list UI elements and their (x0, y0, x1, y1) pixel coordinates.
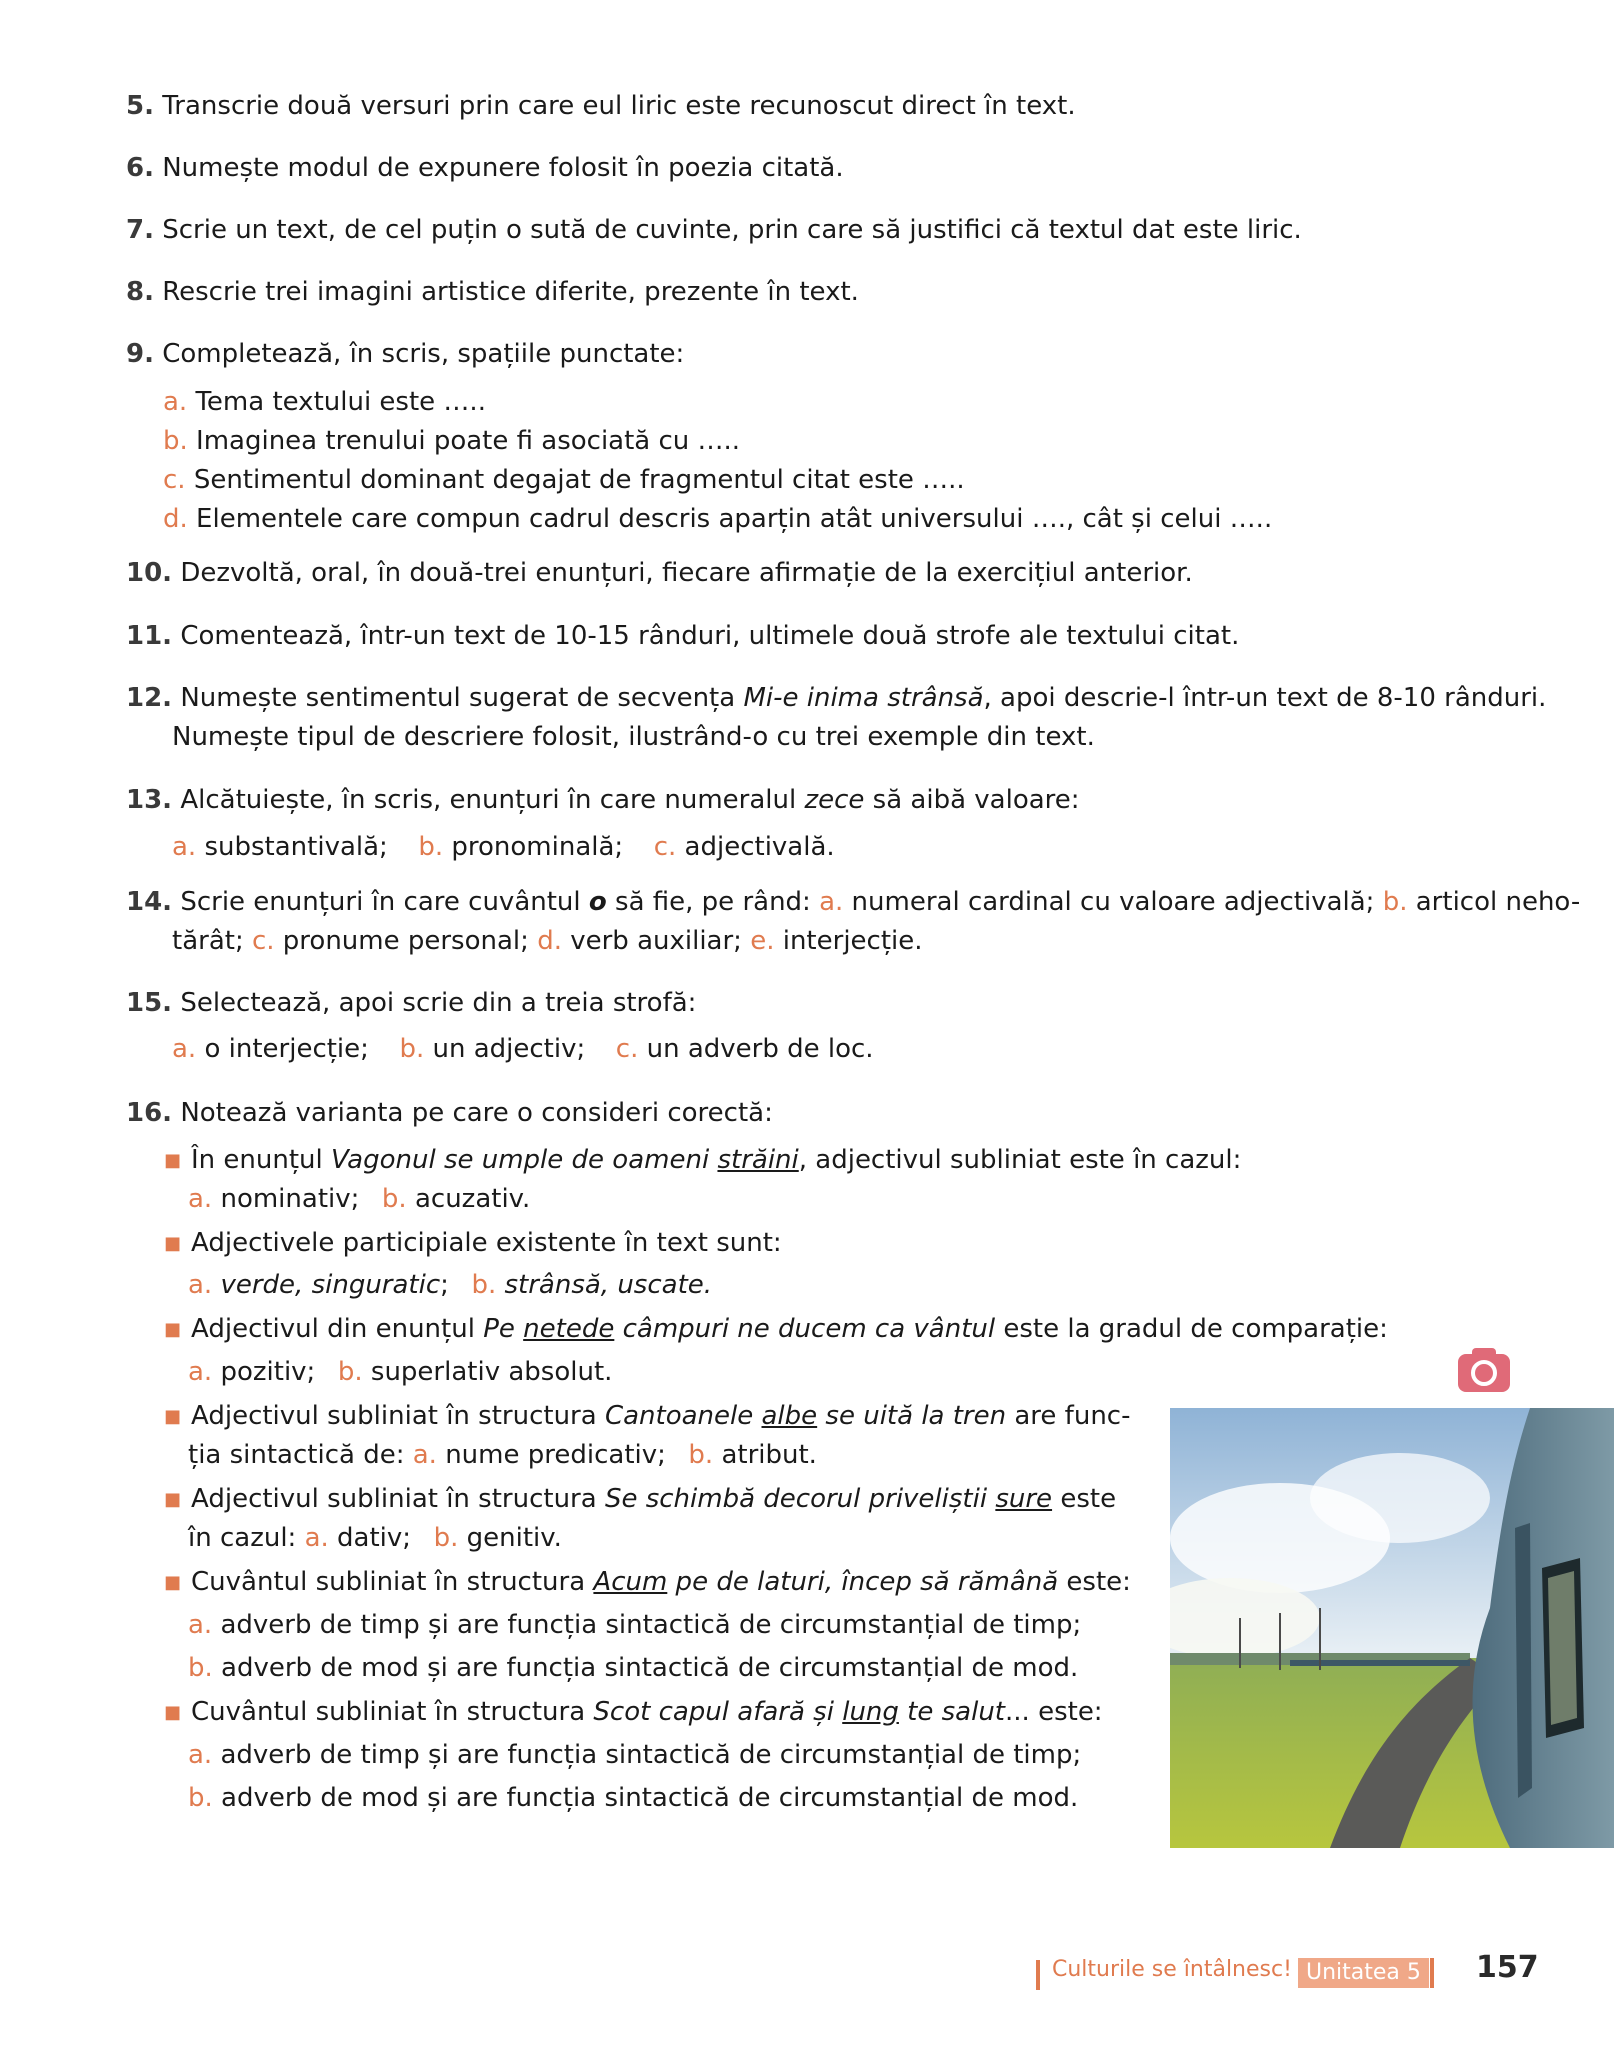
question-2-options (188, 1265, 1588, 1305)
option-text: un adverb de loc. (646, 1034, 874, 1064)
bullet-square-icon: ■ (164, 1702, 182, 1723)
exercise-number: 15. (126, 988, 173, 1018)
underlined-word: străini (717, 1145, 799, 1175)
option-text: pozitiv; (220, 1357, 316, 1387)
bullet-square-icon: ■ (164, 1319, 182, 1340)
option-letter: a. (819, 887, 844, 917)
exercise-number: 8. (126, 277, 154, 307)
option-letter: b. (399, 1034, 425, 1064)
option-letter: b. (188, 1653, 213, 1683)
exercise-9 (126, 334, 1526, 374)
question-text-cont: este: (1058, 1567, 1131, 1597)
option-text: adjectivală. (684, 832, 835, 862)
option-text: substantivală; (204, 832, 388, 862)
bullet-square-icon: ■ (164, 1150, 182, 1171)
exercise-11 (126, 616, 1526, 656)
exercise-text: Selectează, apoi scrie din a treia strofă: (180, 988, 697, 1018)
train-photo (1170, 1408, 1614, 1848)
exercise-10 (126, 553, 1526, 593)
option-text: numeral cardinal cu valoare adjectivală; (851, 887, 1383, 917)
footer-section-title: Culturile se întâlnesc! (1052, 1957, 1292, 1982)
exercise-number: 12. (126, 683, 173, 713)
exercise-14 (126, 882, 1581, 922)
exercise-9-item-c (163, 460, 1563, 500)
underlined-word: sure (995, 1484, 1053, 1514)
exercise-number: 11. (126, 621, 173, 651)
option-letter: c. (251, 926, 275, 956)
exercise-9-item-d (163, 499, 1563, 539)
exercise-text: Dezvoltă, oral, în două-trei enunțuri, fiecare afirmație de la exercițiul anterior. (180, 558, 1193, 588)
question-text: Adjectivul subliniat în structura (191, 1484, 605, 1514)
exercise-13-options (172, 827, 1572, 867)
exercise-text: Scrie enunțuri în care cuvântul (180, 887, 589, 917)
option-separator: ; (440, 1270, 449, 1300)
option-letter: b. (471, 1270, 497, 1300)
question-text-cont: are func- (1006, 1401, 1131, 1431)
exercise-number: 7. (126, 215, 154, 245)
question-text: Cuvântul subliniat în structura (191, 1697, 594, 1727)
exercise-number: 14. (126, 887, 173, 917)
exercise-text: Alcătuiește, în scris, enunțuri în care numeralul (180, 785, 805, 815)
exercise-number: 13. (126, 785, 173, 815)
option-letter: a. (172, 832, 197, 862)
option-text: atribut. (721, 1440, 817, 1470)
bullet-square-icon: ■ (164, 1233, 182, 1254)
option-letter: a. (188, 1184, 213, 1214)
exercise-number: 9. (126, 339, 154, 369)
exercise-number: 6. (126, 153, 154, 183)
option-text: pronominală; (451, 832, 624, 862)
example-sentence: Cantoanele (604, 1401, 762, 1431)
exercise-text: Comentează, într-un text de 10-15 rânduri, ultimele două strofe ale textului citat. (180, 621, 1240, 651)
question-text-cont: este (1052, 1484, 1117, 1514)
exercise-13 (126, 780, 1526, 820)
underlined-word: Acum (593, 1567, 668, 1597)
option-letter: c. (615, 1034, 639, 1064)
item-letter: d. (163, 504, 188, 534)
option-text: nume predicativ; (445, 1440, 666, 1470)
exercise-text: tărât; (172, 926, 252, 956)
example-sentence: pe de laturi, încep să rămână (667, 1567, 1059, 1597)
exercise-text: Numește modul de expunere folosit în poezia citată. (162, 153, 844, 183)
exercise-text: Transcrie două versuri prin care eul liric este recunoscut direct în text. (162, 91, 1076, 121)
exercise-6 (126, 148, 1526, 188)
exercise-7 (126, 210, 1526, 250)
question-text: ția sintactică de: (188, 1440, 413, 1470)
item-letter: a. (163, 387, 188, 417)
exercise-number: 16. (126, 1098, 173, 1128)
footer-divider (1036, 1960, 1040, 1990)
exercise-12-line-2 (172, 717, 1572, 757)
exercise-5 (126, 86, 1526, 126)
exercise-text: Scrie un text, de cel puțin o sută de cuvinte, prin care să justifici că textul dat este liric. (162, 215, 1302, 245)
item-text: Sentimentul dominant degajat de fragmentul citat este ….. (193, 465, 965, 495)
question-1-options (188, 1179, 1588, 1219)
question-text: Adjectivele participiale existente în text sunt: (191, 1228, 782, 1258)
camera-icon (1456, 1346, 1512, 1394)
item-text: Elementele care compun cadrul descris aparțin atât universului …., cât și celui ….. (196, 504, 1273, 534)
exercise-8 (126, 272, 1526, 312)
underlined-word: lung (842, 1697, 899, 1727)
exercise-number: 5. (126, 91, 154, 121)
quoted-sequence: Mi-e inima strânsă (743, 683, 984, 713)
option-text: o interjecție; (204, 1034, 369, 1064)
option-letter: b. (418, 832, 444, 862)
example-sentence: Scot capul afară și (593, 1697, 843, 1727)
option-text: interjecție. (782, 926, 923, 956)
underlined-word: albe (761, 1401, 818, 1431)
question-text: În enunțul (191, 1145, 332, 1175)
option-text: dativ; (337, 1523, 412, 1553)
exercise-9-item-a (163, 382, 1563, 422)
question-3-options (188, 1352, 1588, 1392)
option-text: acuzativ. (414, 1184, 531, 1214)
exercise-number: 10. (126, 558, 173, 588)
question-text-cont: , adjectivul subliniat este în cazul: (798, 1145, 1242, 1175)
option-letter: a. (188, 1270, 213, 1300)
option-letter: b. (1382, 887, 1408, 917)
exercise-14-line-2 (172, 921, 1572, 961)
question-2 (164, 1223, 1564, 1264)
option-letter: a. (412, 1440, 437, 1470)
option-text: articol neho- (1415, 887, 1581, 917)
item-letter: c. (163, 465, 186, 495)
option-letter: b. (433, 1523, 459, 1553)
exercise-12 (126, 678, 1547, 718)
option-letter: c. (653, 832, 677, 862)
option-letter: a. (172, 1034, 197, 1064)
option-letter: a. (188, 1357, 213, 1387)
option-letter: b. (188, 1783, 213, 1813)
exercise-text: Numește tipul de descriere folosit, ilustrând-o cu trei exemple din text. (172, 722, 1095, 752)
option-text: superlativ absolut. (370, 1357, 613, 1387)
exercise-text-cont: să aibă valoare: (864, 785, 1080, 815)
question-text: Adjectivul din enunțul (191, 1314, 484, 1344)
option-text: genitiv. (466, 1523, 562, 1553)
option-text: adverb de timp și are funcția sintactică de circumstanțial de timp; (220, 1740, 1082, 1770)
question-text-cont: este la gradul de comparație: (995, 1314, 1388, 1344)
bullet-square-icon: ■ (164, 1406, 182, 1427)
quoted-word: zece (804, 785, 865, 815)
example-sentence: Vagonul se umple de oameni (331, 1145, 718, 1175)
question-3 (164, 1309, 1564, 1350)
exercise-text: Notează varianta pe care o consideri corectă: (180, 1098, 773, 1128)
ellipsis: ... (1005, 1697, 1030, 1727)
option-letter: b. (688, 1440, 714, 1470)
question-text-cont: este: (1029, 1697, 1103, 1727)
question-text: Cuvântul subliniat în structura (191, 1567, 594, 1597)
exercise-text-cont: , apoi descrie-l într-un text de 8-10 rânduri. (983, 683, 1547, 713)
example-sentence: Pe (483, 1314, 524, 1344)
option-letter: a. (304, 1523, 329, 1553)
question-text: Adjectivul subliniat în structura (191, 1401, 605, 1431)
question-text: în cazul: (188, 1523, 305, 1553)
option-text: verb auxiliar; (570, 926, 751, 956)
question-1 (164, 1140, 1564, 1181)
exercise-15-options (172, 1029, 1572, 1069)
example-sentence-cont: te salut (898, 1697, 1006, 1727)
exercise-text-cont: să fie, pe rând: (606, 887, 820, 917)
bullet-square-icon: ■ (164, 1489, 182, 1510)
exercise-16 (126, 1093, 1526, 1133)
option-letter: b. (337, 1357, 363, 1387)
example-sentence: Se schimbă decorul priveliștii (604, 1484, 996, 1514)
option-text: nominativ; (220, 1184, 360, 1214)
option-letter: e. (750, 926, 775, 956)
example-sentence-cont: se uită la tren (817, 1401, 1007, 1431)
option-text: adverb de mod și are funcția sintactică de circumstanțial de mod. (221, 1783, 1079, 1813)
option-text: pronume personal; (282, 926, 538, 956)
option-letter: b. (381, 1184, 407, 1214)
option-text: adverb de mod și are funcția sintactică de circumstanțial de mod. (221, 1653, 1079, 1683)
footer-unit-badge: Unitatea 5 (1298, 1958, 1429, 1988)
option-text: un adjectiv; (432, 1034, 586, 1064)
footer-divider (1430, 1958, 1434, 1988)
option-text: adverb de timp și are funcția sintactică de circumstanțial de timp; (220, 1610, 1082, 1640)
item-text: Imaginea trenului poate fi asociată cu ….. (196, 426, 741, 456)
exercise-text: Completează, în scris, spațiile punctate: (162, 339, 685, 369)
exercise-9-item-b (163, 421, 1563, 461)
exercise-text: Numește sentimentul sugerat de secvența (180, 683, 744, 713)
page-number: 157 (1476, 1950, 1539, 1985)
option-text: verde, singuratic (220, 1270, 441, 1300)
item-text: Tema textului este ….. (195, 387, 486, 417)
example-sentence-cont: câmpuri ne ducem ca vântul (614, 1314, 996, 1344)
underlined-word: netede (523, 1314, 615, 1344)
option-letter: a. (188, 1610, 213, 1640)
exercise-text: Rescrie trei imagini artistice diferite, prezente în text. (162, 277, 859, 307)
item-letter: b. (163, 426, 188, 456)
quoted-word: o (588, 887, 607, 917)
option-letter: d. (537, 926, 562, 956)
bullet-square-icon: ■ (164, 1572, 182, 1593)
option-text: strânsă, uscate. (504, 1270, 713, 1300)
option-letter: a. (188, 1740, 213, 1770)
exercise-15 (126, 983, 1526, 1023)
